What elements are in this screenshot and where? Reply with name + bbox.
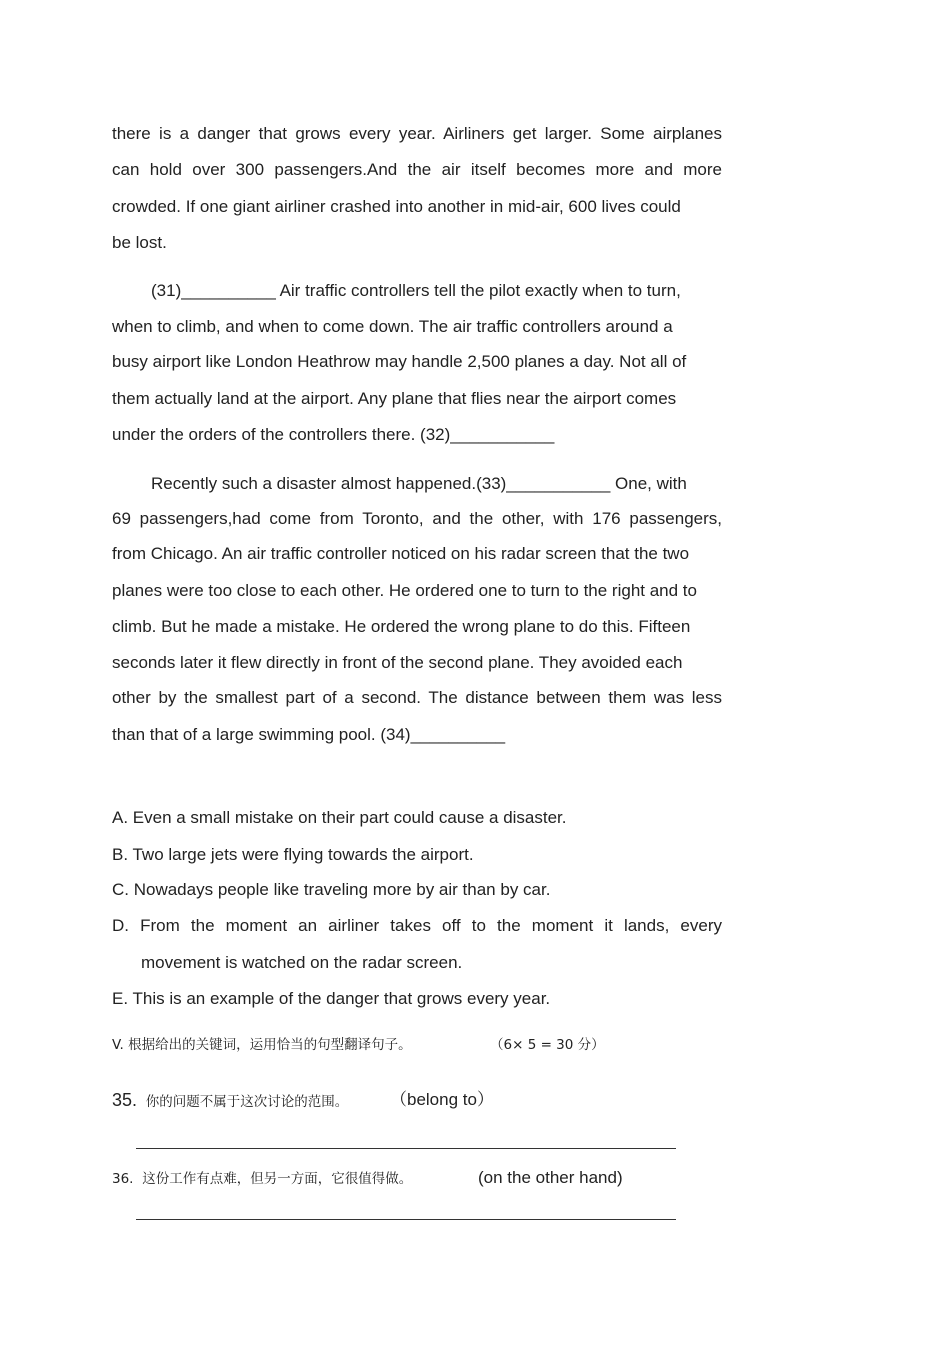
passage-line: planes were too close to each other. He ordered one to turn to the right and to bbox=[112, 581, 697, 600]
answer-line-35[interactable] bbox=[136, 1148, 676, 1149]
passage-line: when to climb, and when to come down. The air traffic controllers around a bbox=[112, 317, 673, 336]
question-36-text: 这份工作有点难，但另一方面，它很值得做。 bbox=[142, 1171, 413, 1187]
question-35 bbox=[112, 1089, 348, 1113]
option-a: A. Even a small mistake on their part could cause a disaster. bbox=[112, 808, 567, 827]
passage-line: climb. But he made a mistake. He ordered the wrong plane to do this. Fifteen bbox=[112, 617, 691, 636]
option-c: C. Nowadays people like traveling more by air than by car. bbox=[112, 880, 551, 899]
question-35-number: 35. bbox=[112, 1090, 138, 1110]
passage-line: be lost. bbox=[112, 233, 167, 252]
option-e: E. This is an example of the danger that grows every year. bbox=[112, 989, 551, 1008]
passage-line: under the orders of the controllers there. (32)___________ bbox=[112, 425, 555, 444]
passage-line: busy airport like London Heathrow may handle 2,500 planes a day. Not all of bbox=[112, 352, 687, 371]
passage-line: seconds later it flew directly in front of the second plane. They avoided each bbox=[112, 653, 683, 672]
answer-line-36[interactable] bbox=[136, 1219, 676, 1220]
option-d: D. From the moment an airliner takes off to the moment it lands, every bbox=[112, 916, 722, 935]
passage-line: than that of a large swimming pool. (34)__________ bbox=[112, 725, 506, 744]
passage-line: Recently such a disaster almost happened.(33)___________ One, with bbox=[151, 474, 687, 493]
passage-line: there is a danger that grows every year. Airliners get larger. Some airplanes bbox=[112, 124, 722, 143]
question-36-number: 36. bbox=[112, 1171, 134, 1187]
passage-line: other by the smallest part of a second. The distance between them was less bbox=[112, 688, 722, 707]
section-score-text: （6× 5 = 30 分） bbox=[490, 1037, 605, 1053]
passage-line: from Chicago. An air traffic controller noticed on his radar screen that the two bbox=[112, 544, 690, 563]
passage-line: crowded. If one giant airliner crashed into another in mid-air, 600 lives could bbox=[112, 197, 681, 216]
option-d-continued: movement is watched on the radar screen. bbox=[141, 953, 463, 972]
section-heading-text: V. 根据给出的关键词，运用恰当的句型翻译句子。 bbox=[112, 1037, 412, 1053]
section-heading bbox=[112, 1034, 412, 1056]
question-36-hint: (on the other hand) bbox=[478, 1168, 623, 1187]
passage-line: 69 passengers,had come from Toronto, and the other, with 176 passengers, bbox=[112, 509, 722, 528]
question-35-text: 你的问题不属于这次讨论的范围。 bbox=[145, 1094, 349, 1110]
section-score bbox=[490, 1034, 605, 1056]
option-b: B. Two large jets were flying towards the airport. bbox=[112, 845, 474, 864]
question-36 bbox=[112, 1167, 412, 1190]
passage-line: can hold over 300 passengers.And the air itself becomes more and more bbox=[112, 160, 722, 179]
passage-line: them actually land at the airport. Any plane that flies near the airport comes bbox=[112, 389, 677, 408]
passage-line: (31)__________ Air traffic controllers tell the pilot exactly when to turn, bbox=[151, 281, 681, 300]
question-35-hint: （belong to） bbox=[390, 1090, 494, 1109]
